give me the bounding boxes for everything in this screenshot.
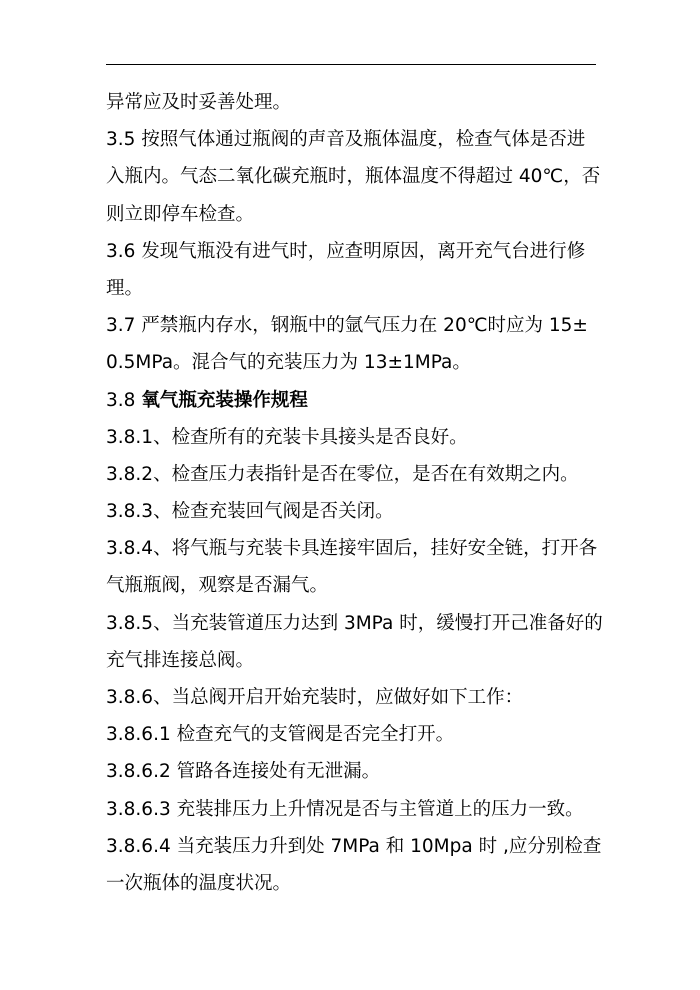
text-line: 3.8.2、检查压力表指针是否在零位，是否在有效期之内。 [106, 463, 579, 485]
text-line: 3.8.6.1 检查充气的支管阀是否完全打开。 [106, 724, 455, 746]
text-line: 则立即停车检查。 [106, 203, 255, 225]
text-line: 3.5 按照气体通过瓶阀的声音及瓶体温度，检查气体是否进 [106, 129, 586, 151]
section-number: 3.8 [106, 389, 142, 411]
section-title: 氧气瓶充装操作规程 [141, 389, 308, 411]
text-line: 气瓶瓶阀，观察是否漏气。 [106, 575, 329, 597]
text-line: 3.7 严禁瓶内存水，钢瓶中的氩气压力在 20℃时应为 15± [106, 315, 588, 337]
text-line: 0.5MPa。混合气的充装压力为 13±1MPa。 [106, 352, 471, 374]
text-line: 入瓶内。气态二氧化碳充瓶时，瓶体温度不得超过 40℃，否 [106, 166, 601, 188]
text-line: 3.8.5、当充装管道压力达到 3MPa 时，缓慢打开己准备好的 [106, 612, 603, 634]
text-line: 3.8.6、当总阀开启开始充装时，应做好如下工作： [106, 687, 524, 708]
text-line: 3.8.6.4 当充装压力升到处 7MPa 和 10Mpa 时 ,应分别检查 [106, 835, 602, 857]
section-heading [106, 382, 598, 419]
text-line: 3.8.1、检查所有的充装卡具接头是否良好。 [106, 426, 468, 448]
text-line: 3.6 发现气瓶没有进气时，应查明原因，离开充气台进行修 [106, 240, 586, 262]
text-line: 3.8.4、将气瓶与充装卡具连接牢固后，挂好安全链，打开各 [106, 538, 598, 560]
text-line: 理。 [106, 277, 144, 299]
text-line: 3.8.6.2 管路各连接处有无泄漏。 [106, 761, 381, 783]
document-body [106, 84, 603, 902]
text-line: 3.8.6.3 充装排压力上升情况是否与主管道上的压力一致。 [106, 798, 584, 820]
text-line: 3.8.3、检查充装回气阀是否关闭。 [106, 501, 394, 523]
text-line: 异常应及时妥善处理。 [106, 92, 292, 113]
header-rule [106, 64, 596, 65]
text-line: 一次瓶体的温度状况。 [106, 872, 292, 894]
text-line: 充气排连接总阀。 [106, 649, 255, 671]
